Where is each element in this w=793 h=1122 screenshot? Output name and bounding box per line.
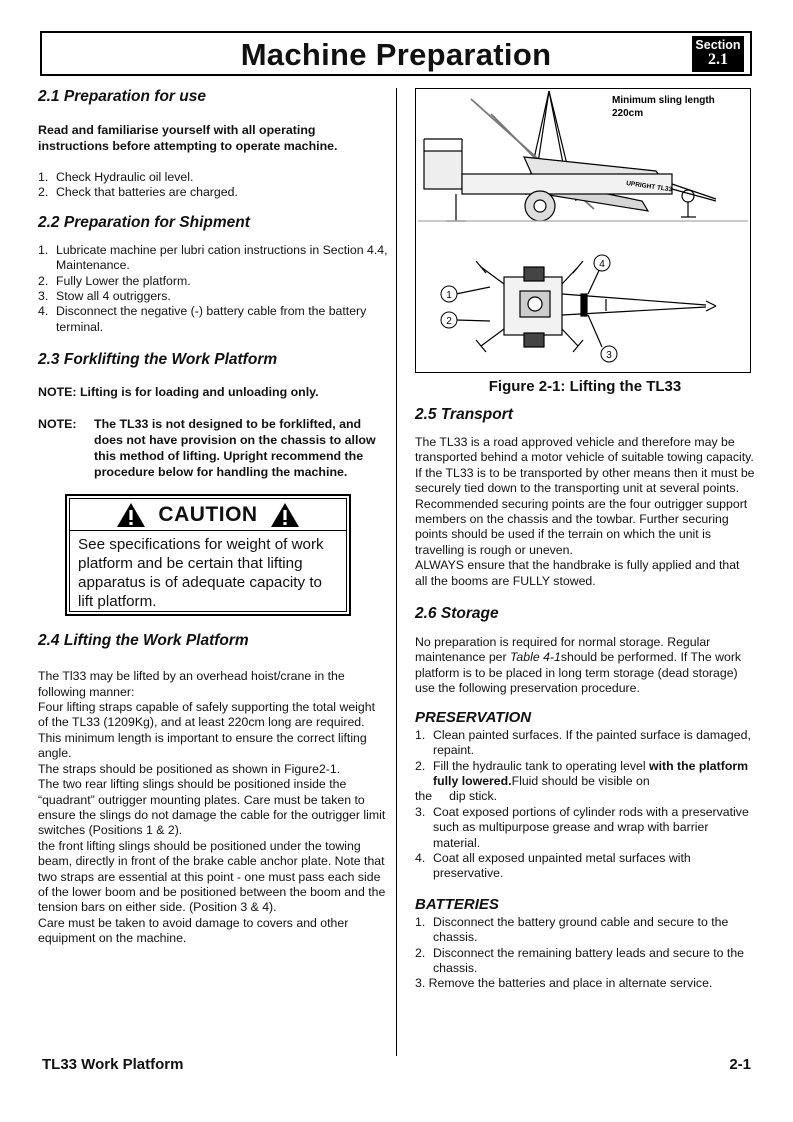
lifting-text — [38, 669, 388, 946]
preservation-list — [415, 728, 755, 882]
warning-icon — [116, 502, 146, 528]
warning-icon — [270, 502, 300, 528]
list-item: the dip stick. — [415, 789, 498, 804]
prep-use-list — [38, 170, 388, 201]
lifting-diagram — [416, 89, 750, 372]
boom-text: UPRIGHT TL33 — [625, 180, 673, 194]
column-divider — [396, 88, 397, 1056]
heading-2-5: 2.5 Transport — [415, 406, 513, 423]
paragraph: The two rear lifting slings should be positioned inside the “quadrant” outrigger mounting plates. Care must be taken to ensure the slings do not damage the cable for the outrigger limit switches (Positions 1 & 2). — [38, 777, 386, 838]
callout-2: 2 — [446, 316, 452, 327]
heading-batteries: BATTERIES — [415, 895, 499, 913]
paragraph: The straps should be positioned as shown in Figure2-1. — [38, 761, 341, 776]
right-column — [415, 88, 755, 992]
callout-1: 1 — [446, 290, 452, 301]
heading-2-4: 2.4 Lifting the Work Platform — [38, 632, 249, 650]
figure-caption: Figure 2-1: Lifting the TL33 — [488, 378, 682, 395]
list-item: 3. Remove the batteries and place in alternate service. — [415, 976, 713, 991]
paragraph: The Tl33 may be lifted by an overhead hoist/crane in the following manner: — [38, 669, 345, 699]
paragraph: Recommended securing points are the four outrigger support members on the chassis and the towbar. Further securing points should be used if the terrain on which the unit is travelling is rough or uneven. — [415, 496, 748, 557]
footer-product: TL33 Work Platform — [42, 1056, 184, 1073]
shipment-list — [38, 243, 388, 335]
caution-title: CAUTION — [158, 502, 258, 526]
note-key: NOTE: — [38, 417, 77, 432]
intro-text: Read and familiarise yourself with all operating instructions before attempting to operate machine. — [38, 123, 338, 153]
page-title: Machine Preparation — [240, 37, 552, 72]
heading-2-3: 2.3 Forklifting the Work Platform — [38, 351, 278, 369]
paragraph: The TL33 is a road approved vehicle and therefore may be transported behind a motor vehicle of suitable towing capacity. — [415, 435, 754, 465]
caution-header — [70, 499, 346, 531]
section-badge — [692, 36, 744, 72]
sling-length-value: 220cm — [612, 108, 644, 119]
paragraph: ALWAYS ensure that the handbrake is fully applied and that all the booms are FULLY stowed. — [415, 558, 740, 588]
batteries-list — [415, 915, 755, 992]
heading-preservation: PRESERVATION — [415, 708, 532, 726]
title-bar — [40, 31, 752, 76]
paragraph: Care must be taken to avoid damage to covers and other equipment on the machine. — [38, 915, 349, 946]
list-item: 2. Fully Lower the platform. — [38, 273, 191, 288]
heading-2-1: 2.1 Preparation for use — [38, 88, 206, 105]
list-item: 2. Disconnect the remaining battery leads and secure to the chassis. — [415, 945, 745, 975]
list-item: 3. Stow all 4 outriggers. — [38, 289, 171, 304]
sling-length-label: Minimum sling length — [612, 95, 715, 106]
note-lifting: NOTE: Lifting is for loading and unloading only. — [38, 385, 319, 400]
note-text: The TL33 is not designed to be forklifted, and does not have provision on the chassis to allow this method of lifting. Upright recommend the procedure below for handling the machine. — [94, 417, 376, 480]
left-column — [38, 88, 388, 947]
list-item: 2. Check that batteries are charged. — [38, 185, 238, 200]
section-number: 2.1 — [708, 51, 728, 68]
paragraph: If the TL33 is to be transported by other means then it must be securely tied down to the transporting unit at several points. — [415, 465, 755, 496]
caution-box — [65, 494, 351, 616]
lifting-figure — [415, 88, 751, 373]
list-item: 4. Coat all exposed unpainted metal surfaces with preservative. — [415, 850, 691, 881]
list-item: 1. Clean painted surfaces. If the painted surface is damaged, repaint. — [415, 727, 751, 758]
list-item: 3. Coat exposed portions of cylinder rods with a preservative such as multipurpose grease and wrap with barrier material. — [415, 804, 749, 850]
callout-3: 3 — [606, 350, 612, 361]
list-item: 1. Lubricate machine per lubri cation instructions in Section 4.4, Maintenance. — [38, 242, 388, 273]
list-item: 4. Disconnect the negative (-) battery cable from the battery terminal. — [38, 304, 367, 334]
callout-4: 4 — [599, 259, 605, 270]
heading-2-2: 2.2 Preparation for Shipment — [38, 213, 250, 231]
list-item: 1. Check Hydraulic oil level. — [38, 170, 194, 184]
caution-text: See specifications for weight of work platform and be certain that lifting apparatus is of adequate capacity to lift platform. — [78, 536, 324, 611]
page-number: 2-1 — [729, 1056, 751, 1073]
section-label: Section — [695, 38, 741, 52]
paragraph: Four lifting straps capable of safely supporting the total weight of the TL33 (1209Kg), and at least 220cm long are required. This minimum length is important to ensure the correct lifting angle. — [38, 700, 375, 761]
note-forklift — [38, 416, 388, 480]
paragraph: the front lifting slings should be positioned under the towing beam, directly in front of the brake cable anchor plate. Note that two straps are essential at this point - one must pass each side of the lower boom and be positioned between the boom and the tension bars on either side. (Position 3 & 4). — [38, 838, 386, 915]
table-reference: Table 4-1 — [510, 650, 561, 665]
list-item: 1. Disconnect the battery ground cable and secure to the chassis. — [415, 914, 729, 945]
transport-text — [415, 435, 755, 589]
heading-2-6: 2.6 Storage — [415, 605, 499, 623]
storage-text: No preparation is required for normal storage. Regular maintenance per Table 4-1should be performed. If The work platform is to be placed in long term storage (dead storage) use the following preservation procedure. — [415, 635, 742, 696]
list-item: 2. Fill the hydraulic tank to operating level with the platform fully lowered.Fluid should be visible on — [415, 758, 749, 788]
